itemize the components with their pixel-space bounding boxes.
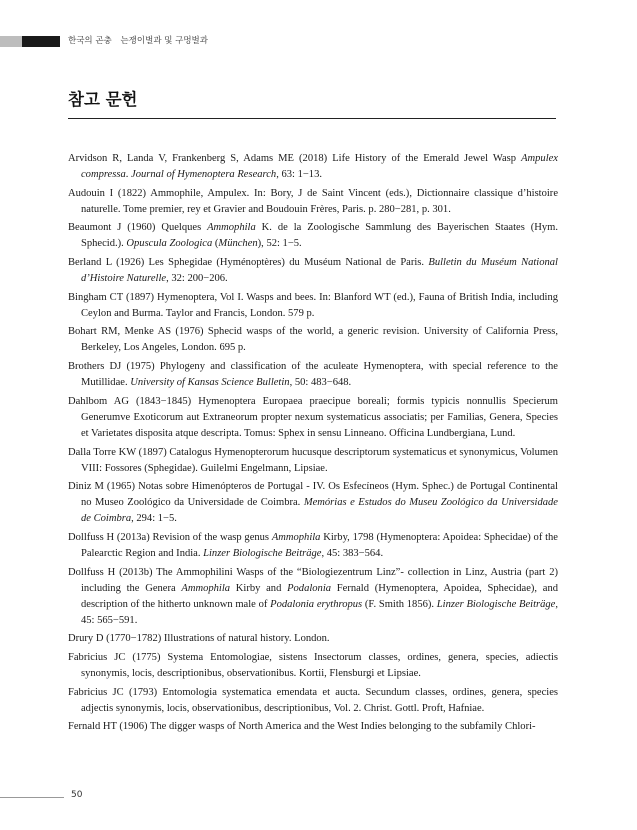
reference-italic-text: Podalonia	[287, 582, 332, 594]
reference-text: .	[125, 169, 132, 180]
reference-entry	[68, 220, 558, 252]
section-title: 참고 문헌	[68, 90, 138, 109]
reference-italic-text: Bulletin du Muséum National d’Histoire Naturelle	[81, 257, 558, 285]
reference-text: Fernald HT (1906) The digger wasps of North America and the West Indies belonging to the subfamily Chlori-	[68, 721, 536, 733]
reference-italic-text: Ammophila	[207, 222, 256, 234]
reference-text: , 32: 200−206.	[166, 273, 228, 285]
reference-text: Diniz M (1965) Notas sobre Himenópteros de Portugal - IV. Os Esfecíneos (Hym. Sphec.) de Portugal Continental no Museo Zoológico da Universidade de Coimbra.	[68, 481, 558, 509]
reference-text: , 45: 565−591.	[81, 598, 558, 626]
reference-text: Fernald (Hymenoptera, Apoidea, Sphecidae), and description of the hitherto unknown male of	[81, 582, 558, 610]
reference-italic-text: München	[218, 238, 258, 250]
reference-italic-text: Opuscula Zoologica	[126, 238, 213, 250]
reference-text: Kirby and	[230, 582, 288, 594]
reference-italic-text: Linzer Biologische Beiträge	[436, 598, 556, 610]
page-number: 50	[71, 790, 83, 800]
reference-italic-text: Podalonia erythropus	[270, 598, 363, 610]
reference-entry	[68, 359, 558, 391]
reference-entry	[68, 186, 558, 218]
reference-text: Beaumont J (1960) Quelques	[68, 222, 208, 234]
reference-text: ), 52: 1−5.	[257, 238, 302, 250]
reference-entry	[68, 650, 558, 682]
reference-italic-text: Linzer Biologische Beiträge	[203, 547, 322, 559]
header-accent-bar-light	[0, 36, 22, 47]
footer-rule	[0, 797, 64, 798]
reference-italic-text: Journal of Hymenoptera Research	[131, 169, 277, 180]
reference-text: Dollfuss H (2013a) Revision of the wasp genus	[68, 531, 272, 543]
reference-entry	[68, 151, 558, 183]
reference-text: Bohart RM, Menke AS (1976) Sphecid wasps of the world, a generic revision. University of California Press, Berkeley, Los Angeles, London. 695 p.	[68, 326, 558, 354]
running-header	[68, 35, 208, 48]
reference-entry	[68, 565, 558, 629]
reference-text: Arvidson R, Landa V, Frankenberg S, Adams ME (2018) Life History of the Emerald Jewel Wasp	[68, 153, 522, 164]
reference-entry	[68, 394, 558, 442]
reference-text: , 294: 1−5.	[131, 513, 177, 525]
reference-entry	[68, 719, 558, 735]
title-rule	[68, 118, 556, 119]
reference-text: K. de la Zoologische Sammlung des Bayerischen Staates (Hym. Sphecid.).	[81, 222, 558, 250]
reference-text: Dalla Torre KW (1897) Catalogus Hymenopterorum hucusque descriptorum systematicus et synonymicus, Volumen VIII: Fossores (Sphegidae). Guilelmi Engelmann, Lipsiae.	[68, 446, 558, 474]
reference-text: Dollfuss H (2013b) The Ammophilini Wasps of the “Biologiezentrum Linz”- collection in Linz, Austria (part 2) including the Genera	[68, 566, 558, 594]
reference-text: Brothers DJ (1975) Phylogeny and classification of the aculeate Hymenoptera, with special reference to the Mutillidae.	[68, 361, 558, 389]
header-accent-bar-dark	[22, 36, 60, 47]
reference-text: (F. Smith 1856).	[362, 598, 437, 610]
reference-italic-text: Ammophila	[181, 582, 231, 594]
reference-text: , 50: 483−648.	[289, 377, 352, 389]
reference-text: Dahlbom AG (1843−1845) Hymenoptera Europaea praecipue boreali; formis typicis nonnullis Specierum Generumve Exoticorum aut Extraneorum propter nexum systematicus associatis; per Familias, Genera, Species et Varietates disposita atque descripta. Tomus: Sphex in sensu Linneano. Officina Lundbergiana, Lund.	[68, 395, 558, 439]
reference-text: , 63: 1−13.	[276, 169, 322, 180]
reference-list	[68, 151, 558, 738]
reference-text: Audouin I (1822) Ammophile, Ampulex. In: Bory, J de Saint Vincent (eds.), Dictionnaire classique d’histoire naturelle. Tome premier, rey et Gravier and Boudouin Frères, Paris. p. 280−281, p. 301.	[68, 187, 558, 215]
reference-entry	[68, 324, 558, 356]
reference-entry	[68, 290, 558, 322]
reference-text: (	[212, 238, 219, 250]
reference-text: Fabricius JC (1793) Entomologia systematica emendata et aucta. Secundum classes, ordines, genera, species adjectis synonymis, locis, observationibus, descriptionibus, Vol. 2. Christ. Gottl. Proft, Hafniae.	[68, 686, 558, 714]
reference-text: Berland L (1926) Les Sphegidae (Hyménoptères) du Muséum National de Paris.	[68, 257, 429, 269]
reference-italic-text: Memórias e Estudos do Museu Zoológico da Universidade de Coimbra	[81, 497, 558, 525]
running-header-book: 한국의 곤충	[68, 36, 112, 46]
reference-entry	[68, 530, 558, 562]
reference-text: , 45: 383−564.	[321, 547, 384, 559]
reference-entry	[68, 631, 558, 647]
reference-text: Drury D (1770−1782) Illustrations of natural history. London.	[68, 633, 330, 645]
reference-entry	[68, 255, 558, 287]
reference-italic-text: University of Kansas Science Bulletin	[130, 377, 290, 389]
reference-italic-text: Ampulex compressa	[81, 153, 558, 180]
reference-text: Kirby, 1798 (Hymenoptera: Apoidea: Sphecidae) of the Palearctic Region and India.	[81, 531, 558, 559]
reference-text: Fabricius JC (1775) Systema Entomologiae, sistens Insectorum classes, ordines, genera, species, adiectis synonymis, locis, descriptionibus, observationibus. Kortii, Flensburgi et Lipsiae.	[68, 651, 558, 679]
reference-entry	[68, 685, 558, 717]
reference-entry	[68, 445, 558, 477]
reference-entry	[68, 479, 558, 527]
reference-text: Bingham CT (1897) Hymenoptera, Vol I. Wasps and bees. In: Blanford WT (ed.), Fauna of British India, including Ceylon and Burma. Taylor and Francis, London. 579 p.	[68, 291, 558, 319]
reference-italic-text: Ammophila	[271, 531, 321, 543]
running-header-chapter: 는쟁이벌과 및 구멍벌과	[120, 36, 208, 46]
